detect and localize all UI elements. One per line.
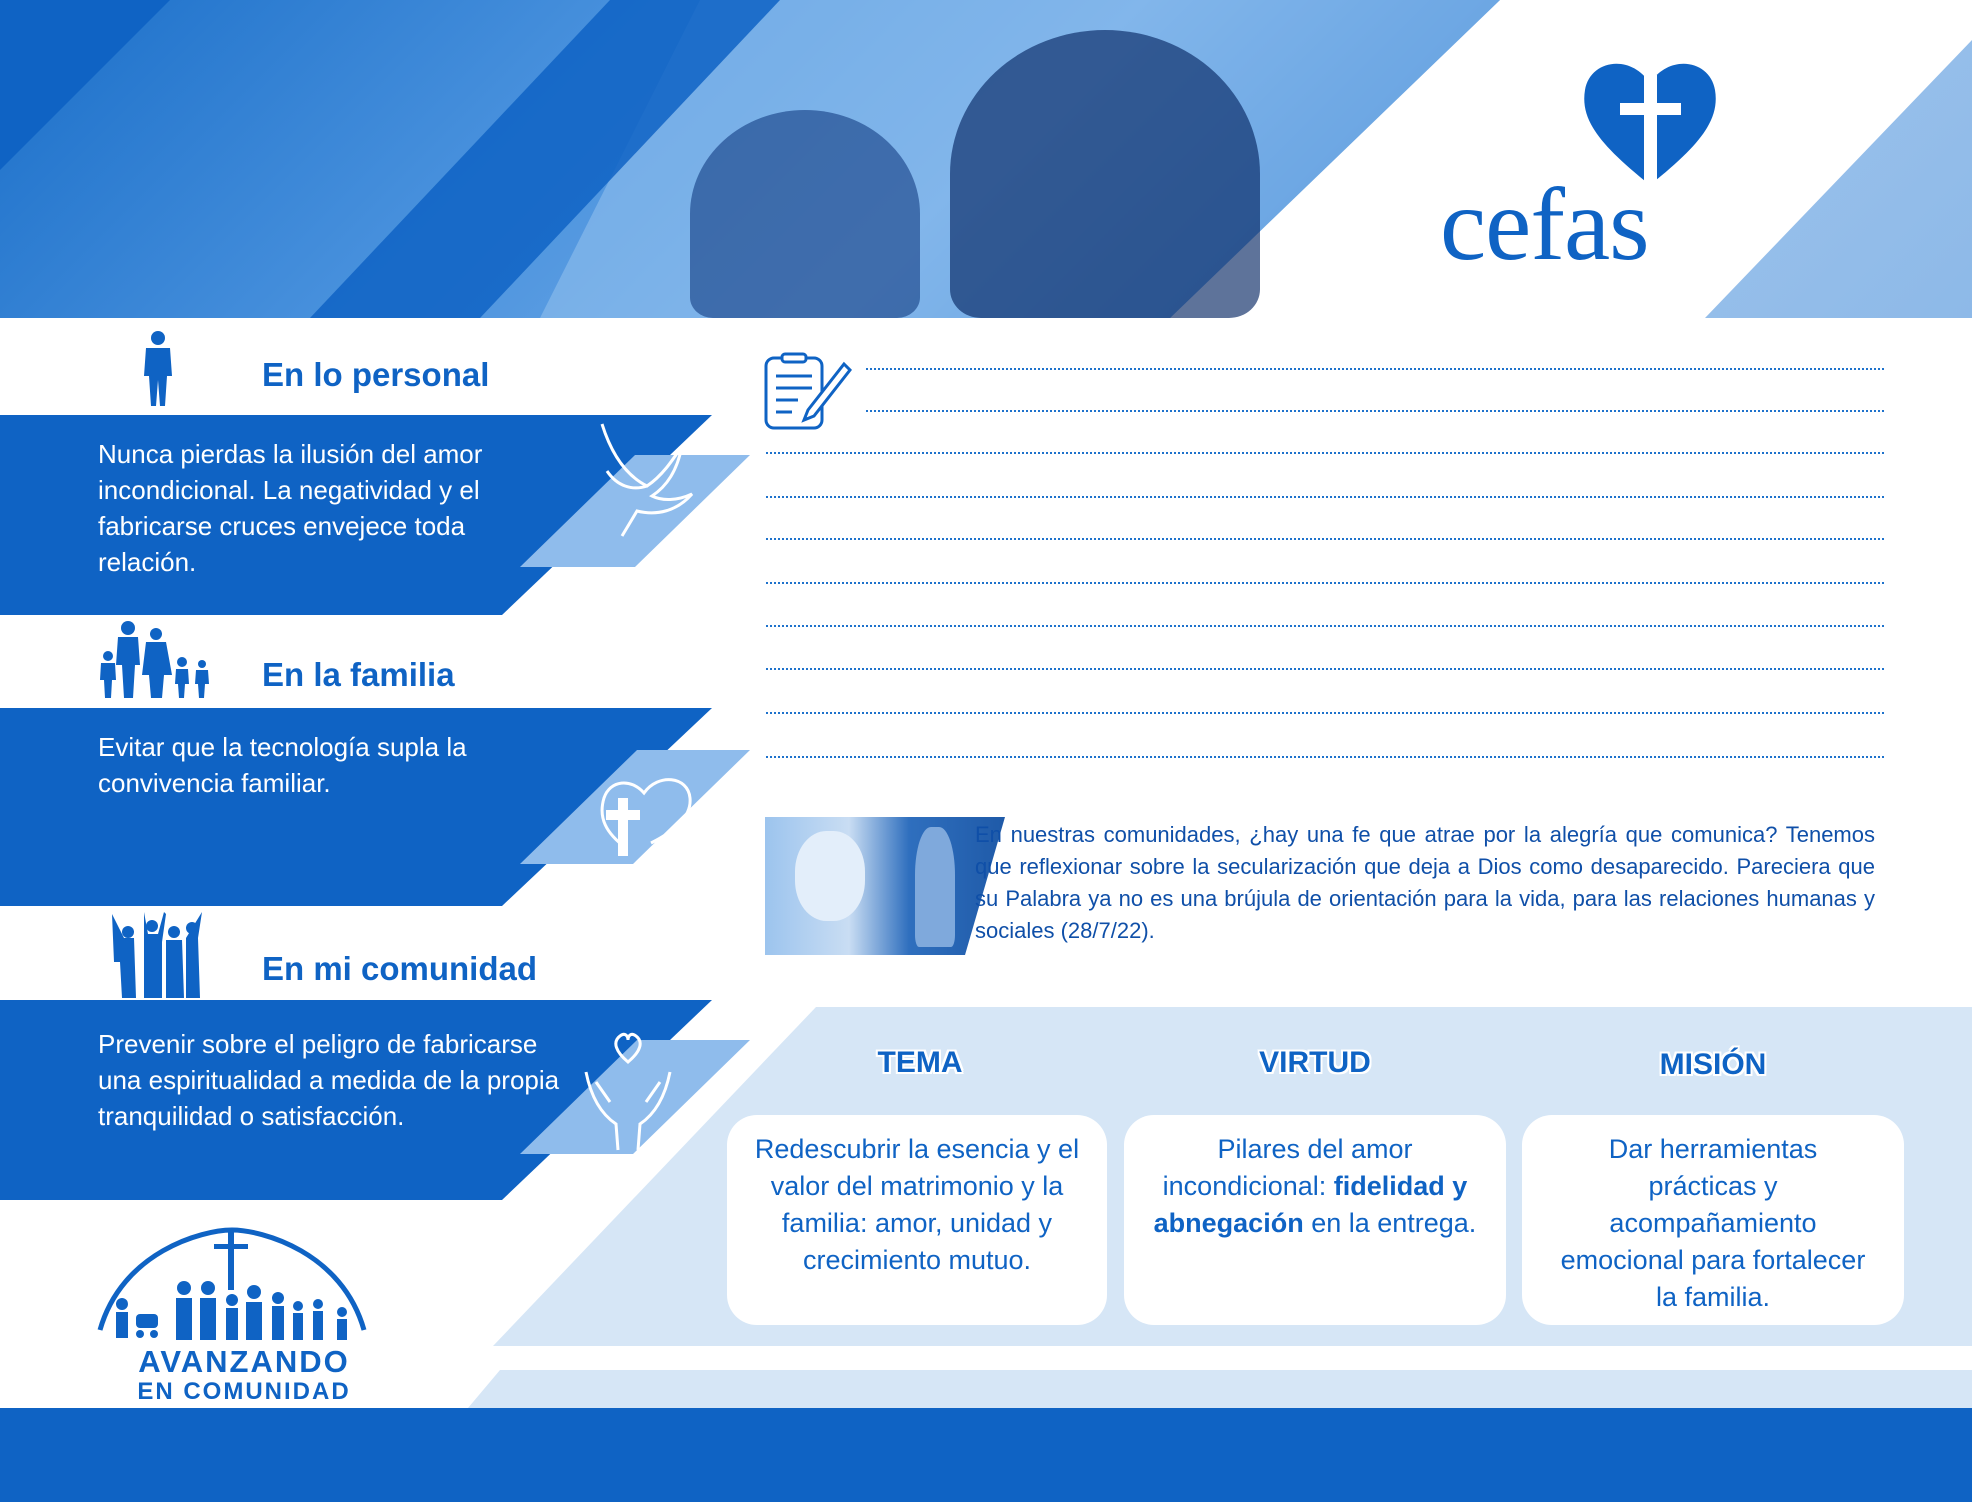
- program-logo-line1: AVANZANDO: [138, 1344, 350, 1379]
- section-title-family: En la familia: [262, 656, 455, 693]
- groom-silhouette: [950, 30, 1260, 318]
- column-title-tema: TEMA: [877, 1046, 963, 1079]
- note-line[interactable]: [766, 712, 1884, 714]
- community-arch-icon: [92, 1222, 372, 1342]
- card-text-tema: Redescubrir la esencia y el valor del matrimonio y la familia: amor, unidad y crecimiento mutuo.: [754, 1134, 1080, 1275]
- card-mision: [1522, 1115, 1904, 1325]
- column-title-virtud: VIRTUD: [1259, 1046, 1371, 1079]
- heart-cross-icon: [596, 768, 696, 858]
- avanzando-logo: [92, 1222, 372, 1405]
- note-line[interactable]: [766, 582, 1884, 584]
- section-title-community: En mi comunidad: [262, 950, 538, 987]
- note-line[interactable]: [766, 452, 1884, 454]
- section-text-community: Prevenir sobre el peligro de fabricarse una espiritualidad a medida de la propia tranquilidad o satisfacción.: [98, 1029, 560, 1131]
- footer-bar: [0, 1408, 1972, 1502]
- program-logo-line2: EN COMUNIDAD: [137, 1378, 351, 1405]
- bride-silhouette: [690, 110, 920, 318]
- section-text-personal: Nunca pierdas la ilusión del amor incondicional. La negatividad y el fabricarse cruces envejece toda relación.: [98, 439, 483, 577]
- hands-heart-icon: [576, 1032, 680, 1152]
- note-line[interactable]: [766, 625, 1884, 627]
- card-text-virtud-bold: fidelidad y abnegación: [1153, 1171, 1468, 1238]
- pope-quote: En nuestras comunidades, ¿hay una fe que atrae por la alegría que comunica? Tenemos que reflexionar sobre la secularización que deja a Dios como desaparecido. Pareciera que su Palabra ya no es una brújula de orientación para la vida, para las relaciones humanas y sociales (28/7/22).: [975, 822, 1875, 943]
- column-title-mision: MISIÓN: [1659, 1048, 1767, 1081]
- note-line[interactable]: [866, 410, 1884, 412]
- community-icon: [108, 912, 204, 1000]
- cefas-logo: [1440, 55, 1710, 295]
- clipboard-pen-icon: [762, 352, 852, 432]
- family-icon: [98, 620, 214, 700]
- section-text-family: Evitar que la tecnología supla la convivencia familiar.: [98, 732, 467, 798]
- pope-face: [795, 831, 865, 921]
- card-text-virtud-a: Pilares del amor incondicional:: [1162, 1134, 1413, 1201]
- note-line[interactable]: [766, 538, 1884, 540]
- card-text-virtud-b: en la entrega.: [1303, 1208, 1477, 1238]
- section-title-personal: En lo personal: [262, 356, 490, 393]
- card-tema: [727, 1115, 1107, 1325]
- note-line[interactable]: [866, 368, 1884, 370]
- person-icon: [140, 330, 176, 408]
- note-line[interactable]: [766, 756, 1884, 758]
- dove-icon: [592, 416, 702, 546]
- cefas-logo-text: cefas: [1440, 167, 1649, 282]
- note-line[interactable]: [766, 668, 1884, 670]
- note-line[interactable]: [766, 496, 1884, 498]
- card-virtud: [1124, 1115, 1506, 1325]
- virgin-image: [915, 827, 955, 947]
- card-text-mision: Dar herramientas prácticas y acompañamiento emocional para fortalecer la familia.: [1560, 1134, 1866, 1312]
- pope-photo: [765, 817, 1005, 955]
